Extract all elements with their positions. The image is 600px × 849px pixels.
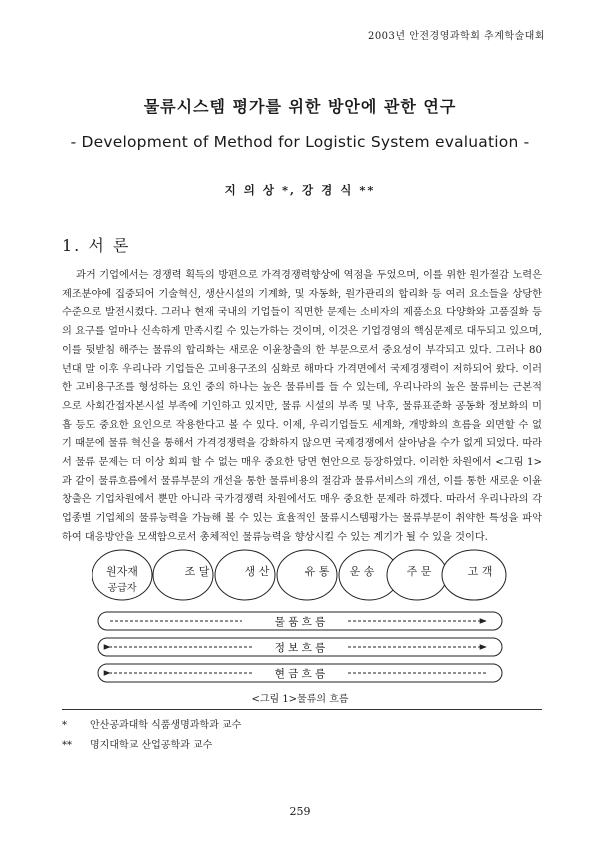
footnote-1-text: 안산공과대학 식품생명과학과 교수	[90, 720, 242, 731]
footnote-1-mark: *	[62, 720, 67, 731]
footnote-2-text: 명지대학교 산업공학과 교수	[90, 740, 213, 751]
author-list: 지 의 상 *, 강 경 식 **	[224, 183, 376, 197]
footnote-2	[62, 736, 212, 751]
stage-label-supplier: 공급자	[107, 583, 137, 594]
section-heading: 1. 서 론	[62, 236, 131, 255]
goods-flow-label: 물 품 흐 름	[274, 616, 326, 628]
stage-label-customer: 고 객	[467, 565, 493, 578]
footnote-2-mark: **	[62, 740, 72, 751]
logistics-flow-figure	[92, 548, 508, 688]
stage-label-distribution: 유 통	[304, 565, 330, 578]
paper-title-english: - Development of Method for Logistic System evaluation -	[70, 133, 530, 151]
paper-title-korean: 물류시스템 평가를 위한 방안에 관한 연구	[143, 97, 457, 116]
info-flow-label: 정 보 흐 름	[274, 642, 326, 654]
footnote-divider	[62, 709, 542, 710]
stage-label-production: 생 산	[244, 565, 270, 578]
stage-label-transport: 운 송	[349, 565, 375, 578]
stage-label-order: 주 문	[406, 565, 432, 578]
footnote-1	[62, 716, 241, 731]
figure-caption: <그림 1>물류의 흐름	[251, 694, 349, 705]
body-paragraph: 과거 기업에서는 경쟁력 획득의 방편으로 가격경쟁력향상에 역점을 두었으며, 이를 위한 원가절감 노력은 제조분야에 집중되어 기술혁신, 생산시설의 기계화, 및 자동화, 원가관리의 합리화 등 여러 요소들을 상당한 수준으로 발전시켰다. 그러나 현재 국내의 기업들이 직면한 문제는 소비자의 제품소요 다양화와 고품질화 등의 요구를 얼마나 신속하게 만족시킬 수 있는가하는 것이며, 이것은 기업경영의 핵심문제로 대두되고 있으며, 이를 뒷받침 해주는 물류의 합리화는 새로운 이윤창출의 한 부문으로서 중요성이 부각되고 있다. 그러나 80년대 말 이후 우리나라 기업들은 고비용구조의 심화로 해마다 가격면에서 국제경쟁력이 저하되어 왔다. 이러한 고비용구조를 형성하는 요인 중의 하나는 높은 물류비를 들 수 있는데, 우리나라의 높은 물류비는 근본적으로 사회간접자본시설 부족에 기인하고 있지만, 물류 시설의 부족 및 낙후, 물류표준화 공동화 정보화의 미흡 등도 중요한 요인으로 작용한다고 볼 수 있다. 이제, 우리기업들도 세계화, 개방화의 흐름을 외면할 수 없기 때문에 물류 혁신을 통해서 가격경쟁력을 강화하지 않으면 국제경쟁에서 살아남을 수가 없게 되었다. 따라서 물류 문제는 더 이상 회피 할 수 없는 매우 중요한 당면 현안으로 등장하였다. 이러한 차원에서 <그림 1>과 같이 물류흐름에서 물류부문의 개선을 통한 물류비용의 절감과 물류서비스의 개선, 이를 통한 새로운 이윤창출은 기업차원에서 뿐만 아니라 국가경쟁력 차원에서도 매우 중요한 문제라 하겠다. 따라서 우리나라의 각 업종별 기업체의 물류능력을 가늠해 볼 수 있는 효율적인 물류시스템평가는 물류부문이 취약한 특성을 파악하여 대응방안을 모색함으로서 총체적인 물류능력을 향상시킬 수 있는 계기가 될 수 있을 것이다.	[62, 270, 542, 543]
cash-flow-label: 현 금 흐 름	[274, 668, 326, 680]
stage-label-raw-material: 원자재	[106, 565, 138, 578]
conference-header: 2003년 안전경영과학회 추계학술대회	[367, 31, 545, 42]
page-number: 259	[289, 805, 311, 818]
stage-label-procurement: 조 달	[184, 565, 210, 578]
